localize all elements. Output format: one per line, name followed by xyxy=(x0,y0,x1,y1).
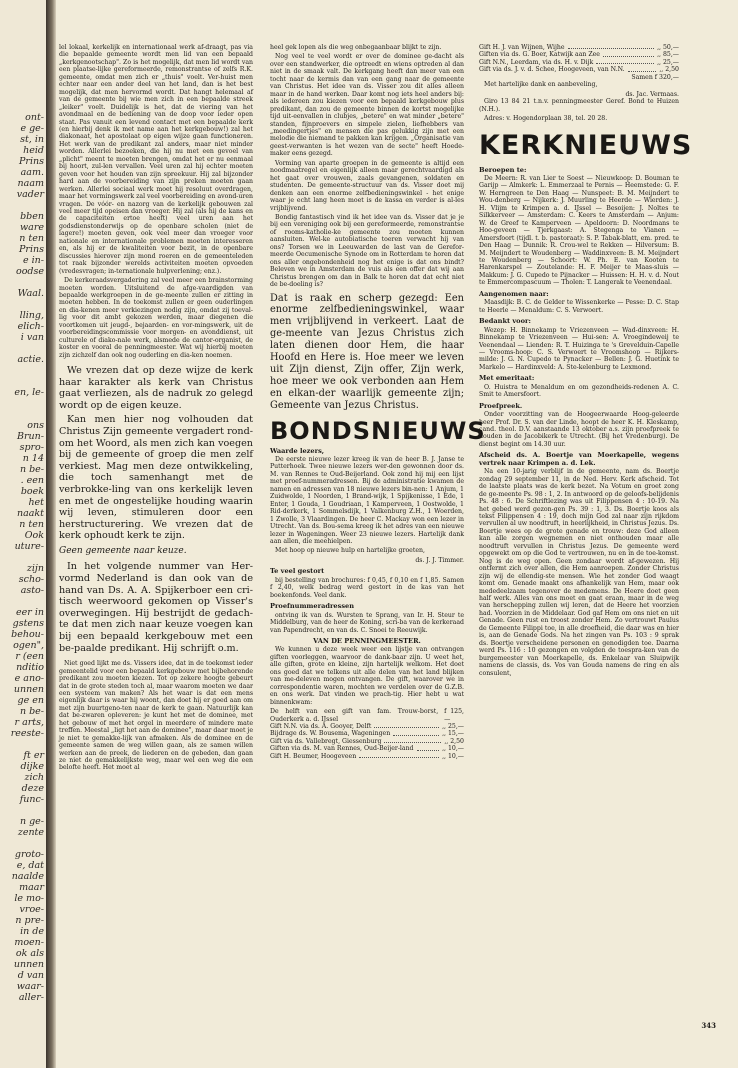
margin-fragment: e, dat xyxy=(16,860,44,871)
margin-fragment xyxy=(0,200,46,211)
margin-fragment: ware xyxy=(20,222,44,233)
margin-fragment: zente xyxy=(17,827,44,838)
gift-amount: f 125,— xyxy=(444,708,464,723)
gift-row xyxy=(479,66,679,73)
gift-row xyxy=(479,44,679,51)
margin-fragment: naakt xyxy=(16,508,44,519)
waarde-heading: Waarde lezers, xyxy=(270,446,325,455)
gift-amount: ,, 2,50 xyxy=(659,66,679,74)
margin-fragment: uture- xyxy=(14,541,44,552)
margin-fragment: n be- xyxy=(19,706,44,717)
margin-fragment: n ge- xyxy=(19,816,44,827)
margin-fragment xyxy=(0,299,46,310)
margin-fragment: dijke xyxy=(20,761,44,772)
gift-amount: ,, 25,— xyxy=(442,722,464,730)
paragraph: De kerkeraadsvergadering zal veel meer een brainstorming moeten worden. Uitsluitend de afge-vaardigden van bepaalde werkgroepen in de ge-meente zullen er zitting in moeten hebben. In de toekomst zullen er geen ouderlingen en dia-kenen meer verkiezingen nodig zijn, omdat zij toeval-lig voor dit ambt gekozen werden, maar diegenen die voortkomen uit jeugd-, bejaarden- en vor-mingswerk, uit de voorbereidingscommissie voor morgen- en avonddienst, uit culturele of diako-nale werk, alsmede de cantor-organist, de koster en vooral de penningmeester. Wat wij hierbij moeten zijn zichzelf dan ook nog ouderling en dia-ken noemen. xyxy=(59,277,253,359)
margin-fragment: behou- xyxy=(11,629,44,640)
paragraph: Vorming van aparte groepen in de gemeente is altijd een noodmaatregel en eigenlijk alleen maar gerechtvaardigd als het gaat over vrouwen, zaals gevangenen, soldaten en studenten. De gemeente-structuur van ds. Visser doet mij denken aan een enorme zelfbedieningswinkel - het enige waar je echt lang heen moet is de kassa en verder is al-les vrijblijvend. xyxy=(270,159,464,212)
gift-label: Giften via ds. G. Boer, Katwijk aan Zee xyxy=(479,51,600,59)
kerknieuws-title: KERKNIEUWS xyxy=(479,129,693,161)
paragraph: Bondig fantastisch vind ik het idee van ds. Visser dat je je bij een vereniging ook bij een gereformeerde, remonstrantse of rooms-katholie-ke gemeente zou moeten kunnen aansluiten. Wel-ke autobiatische toeren verwacht hij van ons? Torsen we in Leeuwarden de last van de Gerefor-meerde Oecumenische Synode om in Rotterdam te horen dat ons aller ongebondenheid nog het enige is dat ons bindt? Beleven we in Amsterdam de vuis als een offer dat wij aan Christus brengen om dan in Balk te horen dat dat echt niet de be-doeling is? xyxy=(270,213,464,289)
paragraph: heel gek lopen als die weg onbegaanbaar blijkt te zijn. xyxy=(270,44,442,51)
margin-fragment: nditio xyxy=(16,662,44,673)
section-heading: Met emeritaat: xyxy=(479,374,535,383)
section-heading: Afscheid ds. A. Boertje van Moerkapelle, wegens vertrek naar Krimpen a. d. Lek. xyxy=(479,451,679,467)
margin-fragment: oodse xyxy=(15,266,44,277)
gift-row xyxy=(270,708,464,723)
margin-fragment: in de xyxy=(20,926,44,937)
margin-fragment: unnen xyxy=(13,959,44,970)
keuze-heading: Geen gemeente naar keuze. xyxy=(59,545,187,556)
gift-row xyxy=(479,59,679,66)
margin-fragment: Prins xyxy=(19,244,44,255)
newspaper-page xyxy=(56,0,738,1068)
margin-fragment xyxy=(0,552,46,563)
keuze-big-paragraph: In het volgende nummer van Her-vormd Nederland is dan ook van de hand van Ds. A. A. Spijkerboer een cri-tisch weerwoord gekomen op Visser's overwegingen. Hij bestrijdt de gedach-te dat men zich naar keuze voegen kan bij een bepaald kerkgebouw met een be-paalde predikant. Hij schrijft o.m. xyxy=(59,561,253,654)
penning-heading: VAN DE PENNINGMEESTER. xyxy=(313,636,421,645)
big-paragraph: Kan men hier nog volhouden dat Christus Zijn gemeente vergadert rond-om het Woord, als men zich kan voegen bij de gemeente of groep die men zelf verkiest. Mag men deze ontwikkeling, die toch samenhangt met de verbrokke-ling van ons kerkelijk leven en met de ongestelijke houding waarin wij leven, stimuleren door een herstructurering. We vrezen dat de kerk ophoudt kerk te zijn. xyxy=(59,414,253,542)
margin-fragment: heid xyxy=(23,145,44,156)
section-heading: Proefpreek. xyxy=(479,401,523,410)
gift-amount: ,, 15,— xyxy=(442,730,464,738)
margin-fragment: deze xyxy=(21,783,44,794)
previous-page-edge xyxy=(0,0,47,1068)
margin-fragment: groto- xyxy=(14,849,44,860)
giro-text: Giro 13 84 21 t.n.v. penningmeester Geref. Bond te Huizen (N.H.). xyxy=(479,98,679,113)
margin-fragment: ft er xyxy=(23,750,44,761)
waarde-signature: ds. J. J. Timmer. xyxy=(415,556,464,564)
margin-fragment xyxy=(0,398,46,409)
quote-big: Dat is raak en scherp gezegd: Een enorme zelfbedieningswinkel, waar men vrijblijvend in verkeert. Laat de ge-meente van Jezus Christus zich laten dienen door Hem, die haar Hoofd en Here is. Hoe meer we leven uit Zijn dienst, Zijn offer, Zijn werk, hoe meer we ook verbonden aan Hem en elkan-der waarlijk gemeente zijn; Gemeente van Jezus Christus. xyxy=(270,292,464,411)
gift-label: Gift H. J. van Wijnen, Wijhe xyxy=(479,44,565,51)
margin-fragment: unnen xyxy=(13,684,44,695)
gift-row xyxy=(270,753,464,760)
margin-fragment: gstens xyxy=(12,618,44,629)
penning-text: We kunnen u deze week weer een lijstje van ontvangen giften voorleggen, waarvoor de dank-baar zijn. U weet het, alle giften, grote en kleine, zijn hartelijk welkom. Het doet ons goed dat we telkens uit alle delen van het land blijken van me-deleven mogen ontvangen. De gift, waarover we in correspondentie waren, mochten we verdelen over de G.Z.B. en ons werk. Dat vinden we prach-tig. Hier hebt u wat binnenkwam: xyxy=(270,646,464,706)
margin-fragment: vroe- xyxy=(19,904,44,915)
column-3 xyxy=(479,44,693,679)
margin-fragment: zich xyxy=(24,772,44,783)
page-gutter xyxy=(46,0,56,1068)
gift-total: Samen f 320,— xyxy=(631,73,679,81)
proef-heading: Proefnummeradressen xyxy=(270,602,355,611)
margin-fragment: zijn xyxy=(26,563,44,574)
margin-fragment: ont- xyxy=(25,112,44,123)
margin-fragment xyxy=(0,376,46,387)
section-text: Na een 10-jarig verblijf in de gemeente, nam ds. Boertje zondag 29 september 11, in de Ned. Herv. Kerk afscheid. Tot de laatste plaats was de kerk bezet. Na Votum en groet zong de ge-meente Ps. 98 : 1, 2. In antwoord op de geloofs-belijdenis Ps. 48 : 6. De Schriftlezing was uit Filippensen 4 : 10-19. Na het gebed werd gezon-gen Ps. 39 : 1, 3. Ds. Boertje koos als tekst Filippensen 4 : 19, doch mijn God zal naar zijn rijkdom vervullen al uw noodtruft, in heerlijkheid, in Christus Jezus. Ds. Boertje wees op de grote genade en trouw: deze God alleen kan alle zorgen wegnemen en niet onthouden maar alle noodtruft vervullen in Christus Jezus. De gemeente werd opgewekt om op die God te vertrouwen, nu en in de toe-komst. Nog is de weg open. Geen zondaar wordt af-gewezen. Hij ontfermt zich over allen, die Hem aanroepen. Zonder Christus zijn wij de ellendig-ste mensen. Wie het zonder God waagt komt om. Genade maakt ons afhankelijk van Hem, maar ook mededeelzaam tegenover de medemens. De Heere doet geen half werk. Alles van ons moet en gaat eraan, maar in de weg van herschepping zullen wij leren, dat de Heere het voorzien had. Voorzien in de Middelaar. God gaf Hem om ons niet en uit Genade. Geen rust en troost zonder Hem. Zo vertrouwt Paulus de Gemeente Filippi toe, in alle droefheid, die daar was en hier is, aan de Genade Gods. Na het zingen van Ps. 103 : 9 sprak ds. Boertje verscheidene personen en genodigden toe. Daarna werd Ps. 116 : 10 gezongen en volgden de toespra-ken van de burgemeester van Moerkapelle, ds. Enkelaar van Sluipwijk namens de classis, ds. Vos van Gouda namens de ring en als consulent, xyxy=(479,468,679,677)
gestort-text: bij bestelling van brochures: f 0,45, f 0,10 en f 1,85. Samen f 2,40, welk bedrag werd gestort in de kas van het boekenfonds. Veel dank. xyxy=(270,576,464,599)
gift-leader xyxy=(628,66,657,71)
waarde-text: De eerste nieuwe lezer kreeg ik van de heer B. J. Janse te Putterhoek. Twee nieuwe lezers wer-den gewonnen door ds. M. van Rennes te Oud-Beijerland. Ook zond hij mij een lijst met proef-nummeradressen. Bij de administratie kwamen de namen en adressen van 18 nieuwe lezers bin-nen: 1 Anjum, 1 Zuidwolde, 1 Noorden, 1 Brand-wijk, 1 Spijkenisse, 1 Ede, 1 Enter, 1 Gouda, 1 Goudriaan, 1 Kamperveen, 1 Oostwolde, 1 Rid-derkerk, 1 Sommelsdijk, 1 Valkenburg Z.H., 1 Woerden, 1 Zwolle, 3 Vlaardingen. De heer C. Mackay won een lezer in Utrecht. Van ds. Bou-sema kreeg ik het adres van een nieuwe lezer in Wageningen. Weer 23 nieuwe lezers. Hartelijk dank aan allen, die meehielpen. xyxy=(270,456,464,545)
margin-fragment: Brun- xyxy=(17,431,44,442)
gift-label: Gift N.N. via ds. A. Gooyer, Delft xyxy=(270,722,372,730)
adres-text: Adres: v. Hogendorplaan 38, tel. 20 28. xyxy=(484,115,608,123)
gift-row xyxy=(270,730,464,737)
gift-amount: ,, 50,— xyxy=(657,44,679,51)
gift-leader xyxy=(359,753,439,758)
section-text: Maasdijk: B. C. de Gelder te Wissenkerke — Pesse: D. C. Stap te Heerle — Menaldum: C. S. Verwoert. xyxy=(479,299,679,314)
margin-fragment: n ten xyxy=(19,233,44,244)
margin-fragment: i van xyxy=(20,332,44,343)
margin-fragment: naam xyxy=(17,178,44,189)
intro-paragraphs xyxy=(59,44,253,359)
margin-fragment: lling, xyxy=(19,310,44,321)
gift-label: De helft van een gift van fam. Trouw-borst, Ouderkerk a. d. IJssel xyxy=(270,708,439,723)
margin-fragment: aller- xyxy=(18,992,44,1003)
margin-fragment: reeste- xyxy=(10,728,44,739)
page-number: 343 xyxy=(701,1021,716,1030)
waarde-closing: Met hoop op nieuwe hulp en hartelijke groeten, xyxy=(275,547,425,555)
section-text: Wezep: H. Binnekamp te Vriezenveen — Wad-dinxveen: H. Binnekamp te Vriezenveen — Hui-sen: A. Vroegindeweij te Veenendaal — Lienden: R. T. Huizinga te 's Grevelduin-Capelle — Vrooms-hoop: C. S. Verwoert te Vroomshoop — Rijkers-milde: J. G. N. Cupedo te Pynacker — Bellen: J. G. Huetink te Markelo — Hardinxveld: A. Ste-kelenburg te Lexmond. xyxy=(479,326,679,371)
gift-label: Bijdrage ds. W. Bousema, Wageningen xyxy=(270,730,391,738)
margin-fragment: spro- xyxy=(19,442,44,453)
margin-fragment: waar- xyxy=(16,981,44,992)
big-paragraph: We vrezen dat op deze wijze de kerk haar karakter als kerk van Christus gaat verliezen, als de nadruk zo gelegd wordt op de eigen keuze. xyxy=(59,365,253,411)
section-heading: Bedankt voor: xyxy=(479,317,531,326)
keuze-paragraph: Niet goed lijkt me ds. Vissers idee, dat in de toekomst ieder gemeentelid voor een bepaald kerkgebouw met bijbehorende predikant zou moeten kiezen. Tot op zekere hoogte gebeurt dat in de grote steden toch al, maar waarom moeten we daar een systeem van maken? Als het waar is dat een mens eigenlijk daar is waar hij woont, dan doet hij er goed aan om met zijn buurtgeno-ten naar de kerk te gaan. Natuurlijk kan dat be-zwaren opleveren: je kunt het met de dominee, met het gebouw of met het orgel in meerdere of mindere mate treffen. Meestal „ligt het aan de dominee", maar daar moet je je niet te gemakke-lijk van afmaken. Als de dominee en de gemeente samen de weg willen gaan, als ze samen willen werken aan de preek, de liederen en de gebeden, dan gaan ze niet de gemakkelijkste weg, maar wel een weg die een belofte heeft. Het moet al xyxy=(59,660,253,772)
margin-fragment: . een xyxy=(20,475,44,486)
bondsnieuws-title: BONDSNIEUWS xyxy=(270,416,486,445)
gift-leader xyxy=(374,723,439,728)
kerknieuws-sections xyxy=(479,167,679,677)
margin-fragment: eer in xyxy=(16,607,44,618)
margin-fragment: asto- xyxy=(20,585,44,596)
margin-fragment: n 14 xyxy=(22,453,44,464)
gift-amount: ,, 2,50 xyxy=(444,737,464,745)
gift-row xyxy=(270,723,464,730)
gestort-heading: Te veel gestort xyxy=(270,567,325,576)
gift-list-continued xyxy=(479,44,679,74)
margin-fragment: le mo- xyxy=(14,893,44,904)
big-paragraphs xyxy=(59,365,253,542)
thanks-text: Met hartelijke dank en aanbeveling, xyxy=(484,81,598,89)
gift-leader xyxy=(417,745,440,750)
margin-fragment: ons xyxy=(27,420,44,431)
margin-fragment xyxy=(0,838,46,849)
gift-label: Gift H. Beumer, Hoogeveen xyxy=(270,752,357,760)
margin-fragment: elich- xyxy=(17,321,44,332)
margin-fragment: Prins xyxy=(19,156,44,167)
gift-label: Giften via ds. M. van Rennes, Oud-Beijer-land xyxy=(270,745,414,753)
margin-fragment xyxy=(0,739,46,750)
margin-fragment: ge en xyxy=(17,695,44,706)
paragraph: lel lokaal, kerkelijk en internationaal werk af-draagt, pas via die bepaalde gemeente wordt men lid van een bepaald „kerkgenootschap". Zo is het mogelijk, dat men lid wordt van een plaatse-lijke gereformeerde, remonstrantse of zelfs R.K. gemeente, omdat men zich er „thuis" voelt. Ver-huist men echter naar een ander deel van het land, dan is het best mogelijk, dat men hervormd wordt. Dat hangt helemaal af van de gemeente bij wie men zich in een bepaalde streek „leiker" voelt. Duidelijk is het, dat de viering van het avondmaal en de bediening van de doop voor ieder open staat. Pas vanuit een levend contact met een bepaalde kerk (en hierbij denk ik met name aan het kerkgebouw!) zal het diakonaat, het apostolaat op eigen wijze gaan functioneren. Het werk van de predikant zal anders, maar niet minder worden. Allerlei bezoeken, die hij nu met een gevoel van „plicht" meent te moeten brengen, omdat het er nu eenmaal bij hoort, zul-len vervallen. Veel uren zal hij echter moeten geven voor het houden van zijn spreekuur. Hij zal bijzonder hard aan de voorbereiding van zijn preken moeten gaan werken. Allerlei sociaal werk moet hij resoluut overdragen, maar het vormingswerk zal veel voorbereiding en avond-uren vragen. De vóór- en nazorg van de kerkelijk gebouwen zal veel meer tijd opeisen dan vroeger. Hij zal (als hij de kans en de capaciteiten ertoe heeft) veel uren aan het godsdienstonderwijs op de openbare scholen (niet de lagere!) moeten geven, ook veel meer dan vroeger voor nationale en internationale problemen moeten interesseren en, als hij er de kwaliteiten voor bezit, in de openbare discussies hierover zijn mond roeren en de gemeenteleden tot raak bijzonder werelds activiteiten moeten opvoeden (vredesvragen; in-ternationale hulpverlening; enz.). xyxy=(59,44,253,275)
margin-fragment: n be- xyxy=(19,464,44,475)
gift-leader xyxy=(568,44,654,49)
gift-leader xyxy=(603,51,654,56)
gift-label: Gift N.N., Leerdam, via ds. H. v. Dijk xyxy=(479,58,594,66)
gift-leader xyxy=(384,738,441,743)
gift-amount: ,, 10,— xyxy=(442,752,464,760)
gift-row xyxy=(270,745,464,752)
margin-fragment: actie. xyxy=(17,354,44,365)
margin-fragment xyxy=(0,409,46,420)
paragraph: Nog veel te veel wordt er over de dominee ge-dacht als over een standwerker, die optreedt en wiens optreden al dan niet in de smaak valt. De kerkgang heeft dan meer van een tocht naar de kermis dan van een gang naar de gemeente van Christus. Het idee van ds. Visser zou dit alles alleen maar in de hand werken. Daar komt nog iets heel anders bij: als iedereen zou kiezen voor een bepaald kerkgebouw plus predikant, dan zou de gemeente binnen de kortst mogelijke tijd uit-eenvallen in clubjes, „betere" en wat minder „betere" standen, fijnproevers en simpele zielen, liefhebbers van „meedingertjes" en mensen die pas gelukkig zijn met een melodie die niemand te pakken kan krijgen. „Organisatie van geest-verwanten is het wezen van de secte" heeft Hoede-maker eens gezegd. xyxy=(270,53,464,158)
margin-fragment: ogen", xyxy=(13,640,44,651)
section-text: Onder voorzitting van de Hoogeerwaarde Hoog-geleerde heer Prof. Dr. S. van der Linde, hoopt de heer K. H. Kleskamp, cand. theol. D.V. aanstaande 13 oktober a.s. zijn proefpreek te houden in de Jacobikerk te Utrecht. (Bij het Vredenburg). De dienst begint om 14.30 uur. xyxy=(479,411,679,448)
margin-fragment: aam. xyxy=(20,167,44,178)
margin-fragment: maar xyxy=(19,882,44,893)
column-1 xyxy=(59,44,253,774)
gift-label: Gift via ds. Vallebregt, Giessenburg xyxy=(270,737,382,745)
section-heading: Beroepen te: xyxy=(479,165,527,174)
section-heading: Aangenomen naar: xyxy=(479,289,549,298)
section-text: O. Huistra te Menaldum en om gezondheids-redenen A. C. Smit te Amersfoort. xyxy=(479,383,679,399)
margin-fragment: vader xyxy=(16,189,44,200)
gift-leader xyxy=(596,59,654,64)
margin-fragment: e in- xyxy=(22,255,44,266)
margin-fragment xyxy=(0,277,46,288)
margin-spacer xyxy=(0,0,46,112)
section-text: De Meern: R. van Lier te Soest — Nieuwkoop: D. Bouman te Garijp — Almkerk: L. Emmerzaal te Pernis — Heemstede: G. F. W. Herngreen te Den Haag — Nunspeet: B. M. Meijndert te Wou-denberg — Nijkerk: J. Muurling te Heerde — Wierden: J. H. Vlijm te Krimpen a. d. IJssel — Besoijen: J. Noltes te Silkkerveer — Amsterdam: C. Keers te Amsterdam — Anjum: W. de Greef te Kamperveen — Apeldoorn: D. Noordmans te Hoo-geveen — Tjerkgaast: A. Stegenga te Vianen — Amersfoort (tijdl. t. b. pastoraat): S. P. Tabak-blatt, em. pred. te Den Haag — Dunnik: R. Crou-wel te Rekken — Hilversum: B. M. Meijndert te Woudenberg — Waddinxveen: B. M. Meijndert te Woudenberg — Schoort: W. Ph. E. van Kooten te Harenkarspel — Zoutelande: H. F. Meijer te Maas-sluis — Makkum: J. G. Cupedo te Pijnacker — Huissen: H. H. v. d. Nout te Emmercompascuum — Tholen: T. Langerak te Veenendaal. xyxy=(479,174,679,287)
margin-fragment: moen- xyxy=(14,937,44,948)
margin-fragment: scho- xyxy=(18,574,44,585)
margin-fragment: ok als xyxy=(15,948,44,959)
margin-fragment: e ge- xyxy=(20,123,44,134)
margin-fragment: Waal. xyxy=(17,288,44,299)
margin-fragment xyxy=(0,343,46,354)
margin-fragment xyxy=(0,596,46,607)
margin-fragment: het xyxy=(28,497,44,508)
margin-fragment: e ano- xyxy=(14,673,44,684)
margin-fragment: d van xyxy=(17,970,44,981)
gift-amount: ,, 85,— xyxy=(657,51,679,59)
margin-fragment: Ook xyxy=(24,530,44,541)
margin-fragment: n pre- xyxy=(15,915,44,926)
column-2 xyxy=(270,44,486,760)
margin-fragment: n ten xyxy=(19,519,44,530)
margin-fragment xyxy=(0,805,46,816)
margin-fragment xyxy=(0,365,46,376)
margin-fragment: boek xyxy=(20,486,44,497)
margin-fragment: func- xyxy=(19,794,44,805)
margin-fragment: r (een xyxy=(15,651,44,662)
margin-fragment: naalde xyxy=(11,871,44,882)
gift-list xyxy=(270,708,464,760)
column-2-paragraphs xyxy=(270,44,464,289)
gift-amount: ,, 10,— xyxy=(442,745,464,753)
gift-amount: ,, 25,— xyxy=(657,58,679,66)
gift-leader xyxy=(393,730,439,735)
margin-fragment: bben xyxy=(20,211,44,222)
margin-fragment: r arts, xyxy=(14,717,44,728)
gift-row xyxy=(479,51,679,58)
margin-fragment: en, le- xyxy=(14,387,44,398)
gift-row xyxy=(270,738,464,745)
gift-label: Gift via ds. J. v. d. Schee, Hoogeveen, van N.N. xyxy=(479,66,625,74)
margin-fragment: st, in xyxy=(20,134,44,145)
thanks-signature: ds. Jac. Vermaas. xyxy=(625,90,679,98)
proef-text: ontving ik van ds. Wursten te Sprang, van Ir. H. Steur te Middelburg, van de heer de Koning, scri-ba van de kerkeraad van Papendrecht, en van ds. C. Snoei te Reeuwijk. xyxy=(270,611,464,634)
